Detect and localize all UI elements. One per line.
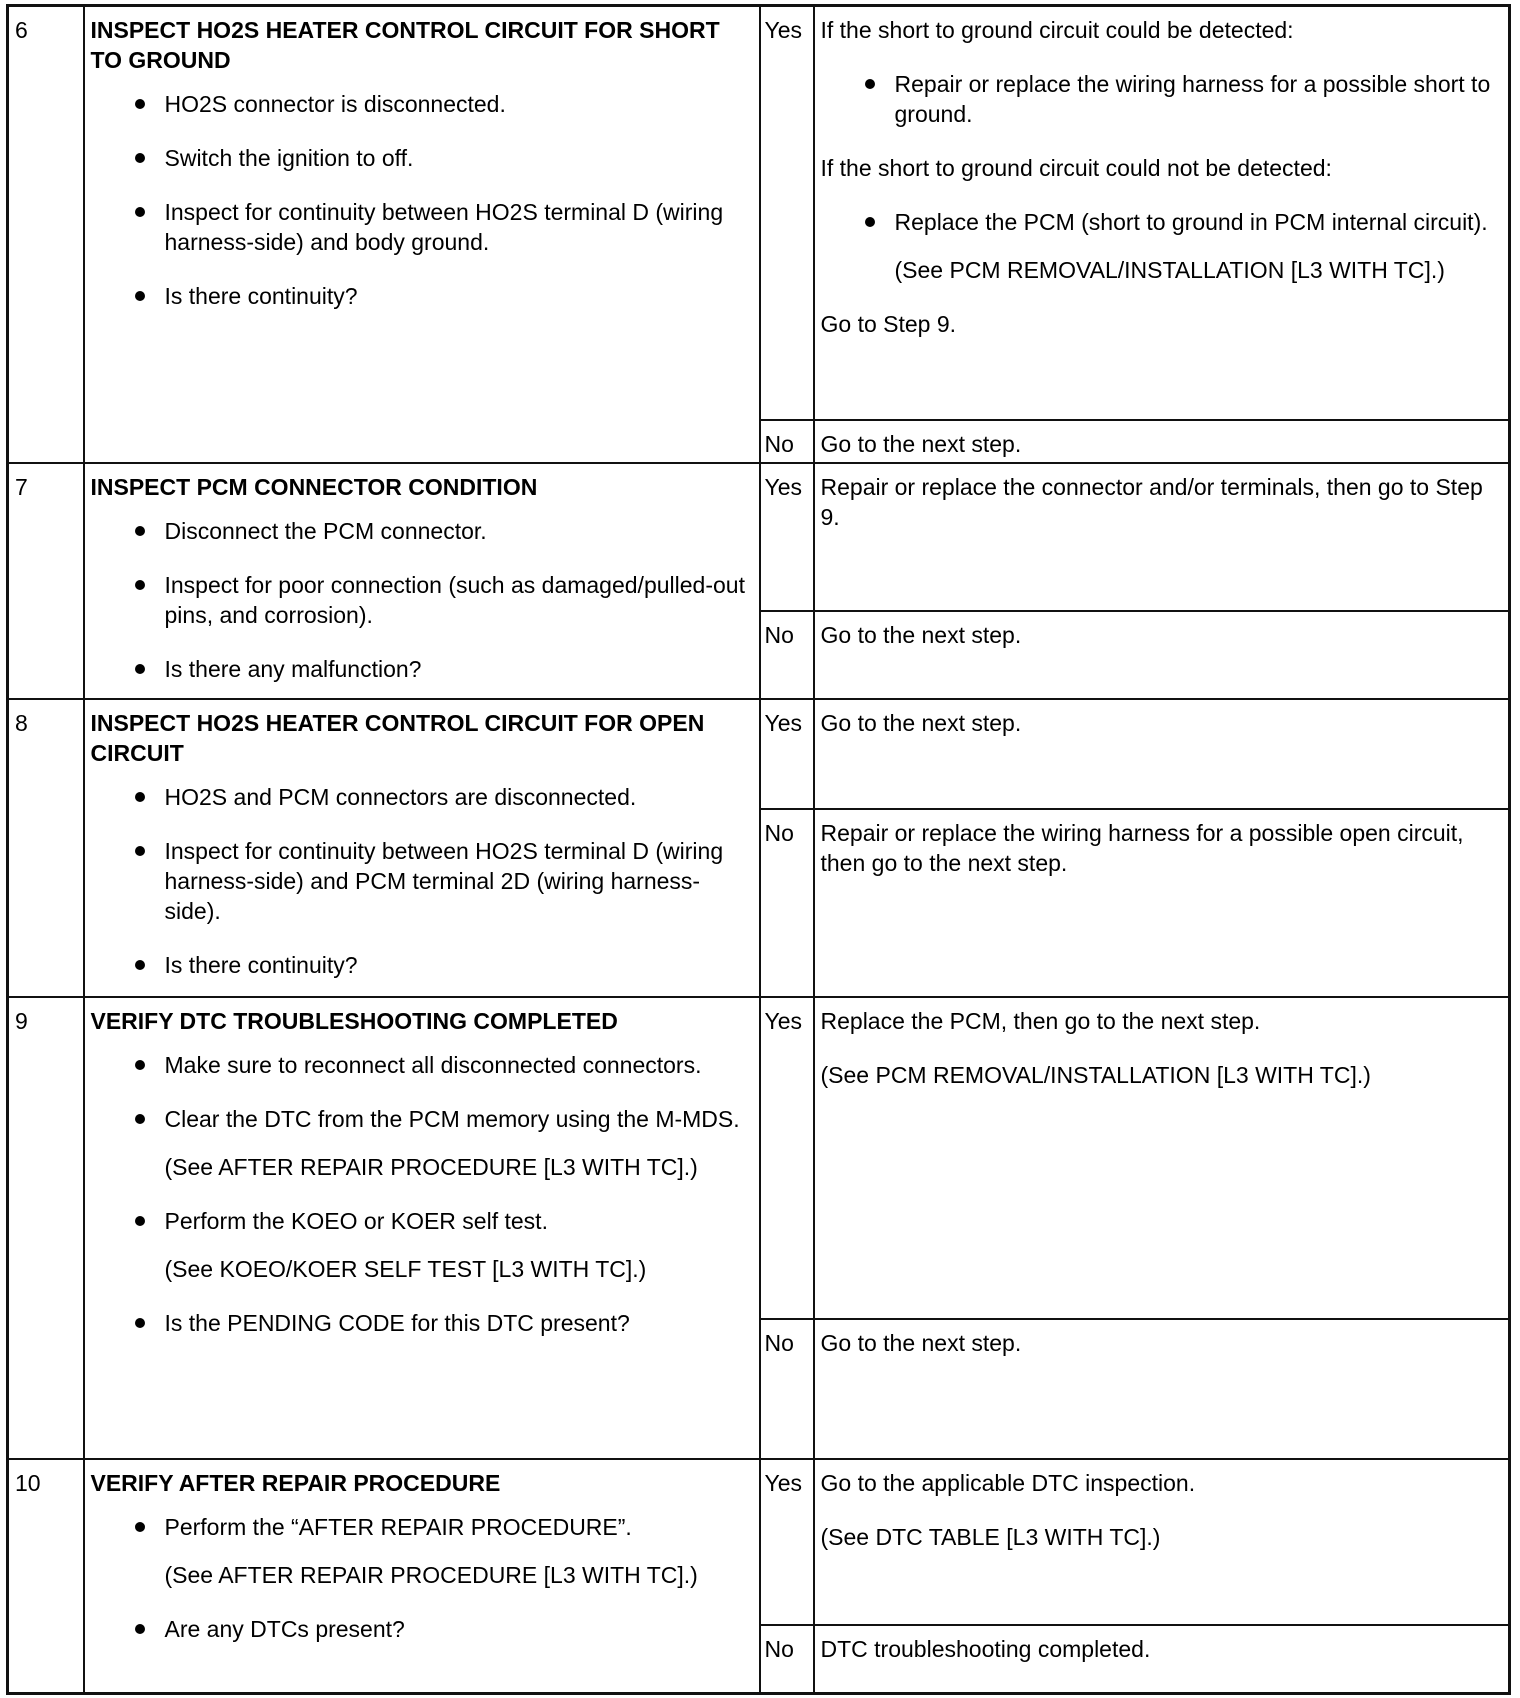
no-action: Go to the next step. (814, 1319, 1510, 1459)
see-reference: (See PCM REMOVAL/INSTALLATION [L3 WITH TC].) (894, 257, 1445, 283)
step-bullet: Are any DTCs present? (165, 1614, 749, 1644)
yes-label: Yes (760, 997, 814, 1319)
step-title: INSPECT HO2S HEATER CONTROL CIRCUIT FOR SHORT TO GROUND (90, 17, 720, 73)
step-bullet: Make sure to reconnect all disconnected connectors. (165, 1050, 749, 1080)
see-reference: (See AFTER REPAIR PROCEDURE [L3 WITH TC].) (164, 1561, 698, 1588)
yes-action: Repair or replace the connector and/or terminals, then go to Step 9. (814, 463, 1510, 611)
step-number: 6 (8, 6, 84, 463)
step-bullet: HO2S connector is disconnected. (165, 89, 749, 119)
no-label: No (760, 1625, 814, 1694)
step-bullet: Is there any malfunction? (165, 654, 749, 684)
step-bullet: Switch the ignition to off. (165, 143, 749, 173)
step-bullet: Clear the DTC from the PCM memory using the M-MDS. (165, 1104, 749, 1134)
step-bullet: Disconnect the PCM connector. (165, 516, 749, 546)
action-bullet: Replace the PCM (short to ground in PCM internal circuit). (895, 207, 1501, 237)
no-action: Go to the next step. (814, 611, 1510, 699)
step-9-yes-row (8, 997, 1510, 1319)
step-title: INSPECT PCM CONNECTOR CONDITION (90, 473, 538, 500)
step-7-yes-row (8, 463, 1510, 611)
step-6-yes-row (8, 6, 1510, 420)
yes-action (814, 6, 1510, 420)
see-reference: (See DTC TABLE [L3 WITH TC].) (820, 1523, 1161, 1550)
step-title: VERIFY AFTER REPAIR PROCEDURE (90, 1469, 501, 1496)
action-text: Replace the PCM, then go to the next step. (820, 1007, 1261, 1034)
yes-action (814, 997, 1510, 1319)
step-number: 8 (8, 699, 84, 997)
step-bullet: Inspect for continuity between HO2S terminal D (wiring harness-side) and PCM terminal 2D (wiring harness-side). (165, 836, 749, 926)
yes-label: Yes (760, 6, 814, 420)
action-text: If the short to ground circuit could not be detected: (820, 155, 1332, 181)
yes-action: Go to the next step. (814, 699, 1510, 809)
step-bullet: HO2S and PCM connectors are disconnected. (165, 782, 749, 812)
step-description (84, 463, 760, 699)
step-bullet: Is there continuity? (165, 950, 749, 980)
procedure-table (6, 4, 1511, 1695)
step-description (84, 6, 760, 463)
yes-label: Yes (760, 463, 814, 611)
action-text: Go to Step 9. (820, 311, 957, 337)
no-label: No (760, 420, 814, 463)
step-number: 10 (8, 1459, 84, 1694)
step-bullet: Inspect for continuity between HO2S terminal D (wiring harness-side) and body ground. (165, 197, 749, 257)
see-reference: (See KOEO/KOER SELF TEST [L3 WITH TC].) (164, 1255, 647, 1282)
step-description (84, 1459, 760, 1694)
no-action: Repair or replace the wiring harness for a possible open circuit, then go to the next step. (814, 809, 1510, 997)
step-number: 9 (8, 997, 84, 1459)
action-text: Go to the applicable DTC inspection. (820, 1469, 1196, 1496)
step-number: 7 (8, 463, 84, 699)
action-bullet: Repair or replace the wiring harness for a possible short to ground. (895, 69, 1501, 129)
step-bullet: Is the PENDING CODE for this DTC present? (165, 1308, 749, 1338)
step-bullet: Is there continuity? (165, 281, 749, 311)
step-8-yes-row (8, 699, 1510, 809)
no-action: DTC troubleshooting completed. (814, 1625, 1510, 1694)
step-description (84, 997, 760, 1459)
no-label: No (760, 611, 814, 699)
no-label: No (760, 1319, 814, 1459)
see-reference: (See PCM REMOVAL/INSTALLATION [L3 WITH TC].) (820, 1061, 1371, 1088)
no-label: No (760, 809, 814, 997)
step-title: INSPECT HO2S HEATER CONTROL CIRCUIT FOR OPEN CIRCUIT (90, 709, 705, 766)
step-bullet: Perform the “AFTER REPAIR PROCEDURE”. (165, 1512, 749, 1542)
step-bullet: Perform the KOEO or KOER self test. (165, 1206, 749, 1236)
yes-action (814, 1459, 1510, 1625)
see-reference: (See AFTER REPAIR PROCEDURE [L3 WITH TC].) (164, 1153, 698, 1180)
step-description (84, 699, 760, 997)
yes-label: Yes (760, 1459, 814, 1625)
yes-label: Yes (760, 699, 814, 809)
action-text: If the short to ground circuit could be detected: (820, 17, 1294, 43)
no-action: Go to the next step. (814, 420, 1510, 463)
step-10-yes-row (8, 1459, 1510, 1625)
step-bullet: Inspect for poor connection (such as damaged/pulled-out pins, and corrosion). (165, 570, 749, 630)
procedure-sheet (6, 4, 1508, 1692)
step-title: VERIFY DTC TROUBLESHOOTING COMPLETED (90, 1007, 618, 1034)
